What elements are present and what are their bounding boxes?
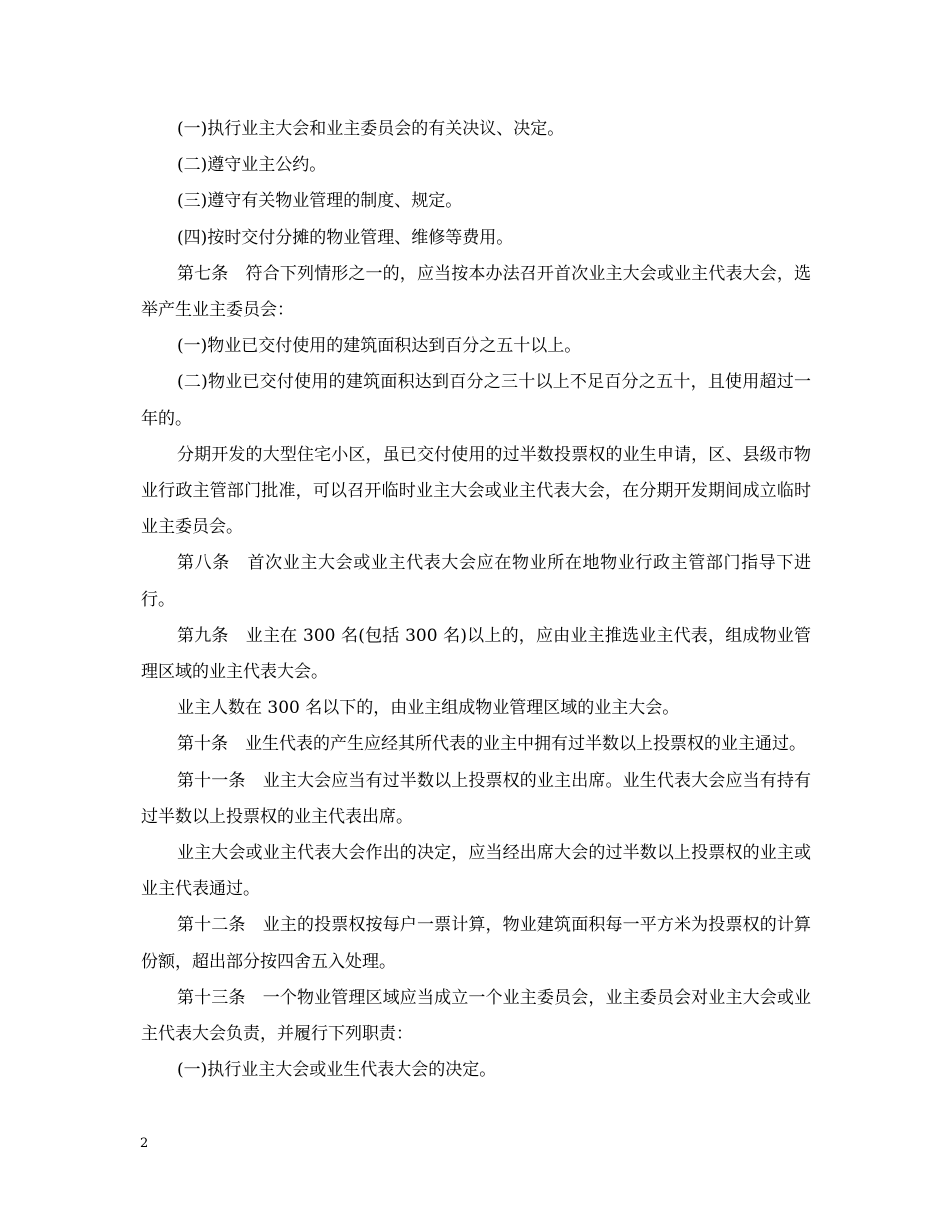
paragraph: (二)物业已交付使用的建筑面积达到百分之三十以上不足百分之五十，且使用超过一年的。	[141, 372, 811, 429]
article-12: 第十二条 业主的投票权按每户一票计算，物业建筑面积每一平方米为投票权的计算份额，超出部分按四舍五入处理。	[141, 915, 811, 972]
article-11: 第十一条 业主大会应当有过半数以上投票权的业主出席。业生代表大会应当有持有过半数以上投票权的业主代表出席。	[141, 770, 811, 827]
paragraph: (一)执行业主大会和业主委员会的有关决议、决定。	[177, 119, 565, 139]
paragraph: 业主大会或业主代表大会作出的决定，应当经出席大会的过半数以上投票权的业主或业主代表通过。	[141, 843, 811, 900]
paragraph: (一)执行业主大会或业生代表大会的决定。	[177, 1060, 497, 1081]
article-10: 第十条 业生代表的产生应经其所代表的业主中拥有过半数以上投票权的业主通过。	[177, 734, 806, 755]
paragraph: (三)遵守有关物业管理的制度、规定。	[177, 191, 463, 212]
paragraph: 业主人数在 300 名以下的，由业主组成物业管理区域的业主大会。	[177, 698, 680, 719]
article-13: 第十三条 一个物业管理区域应当成立一个业主委员会，业主委员会对业主大会或业主代表大会负责，并履行下列职责：	[141, 987, 811, 1045]
article-8: 第八条 首次业主大会或业主代表大会应在物业所在地物业行政主管部门指导下进行。	[141, 553, 811, 610]
body-text	[141, 111, 811, 1088]
article-7: 第七条 符合下列情形之一的，应当按本办法召开首次业主大会或业主代表大会，选举产生业主委员会：	[141, 263, 811, 321]
paragraph: (四)按时交付分摊的物业管理、维修等费用。	[177, 227, 514, 248]
paragraph: (一)物业已交付使用的建筑面积达到百分之五十以上。	[177, 336, 582, 357]
paragraph: (二)遵守业主公约。	[177, 155, 327, 176]
paragraph: 分期开发的大型住宅小区，虽已交付使用的过半数投票权的业生申请，区、县级市物业行政主管部门批准，可以召开临时业主大会或业主代表大会，在分期开发期间成立临时业主委员会。	[141, 444, 811, 538]
page-number: 2	[140, 1136, 149, 1151]
article-9: 第九条 业主在 300 名(包括 300 名)以上的，应由业主推选业主代表，组成物业管理区域的业主代表大会。	[141, 625, 811, 683]
